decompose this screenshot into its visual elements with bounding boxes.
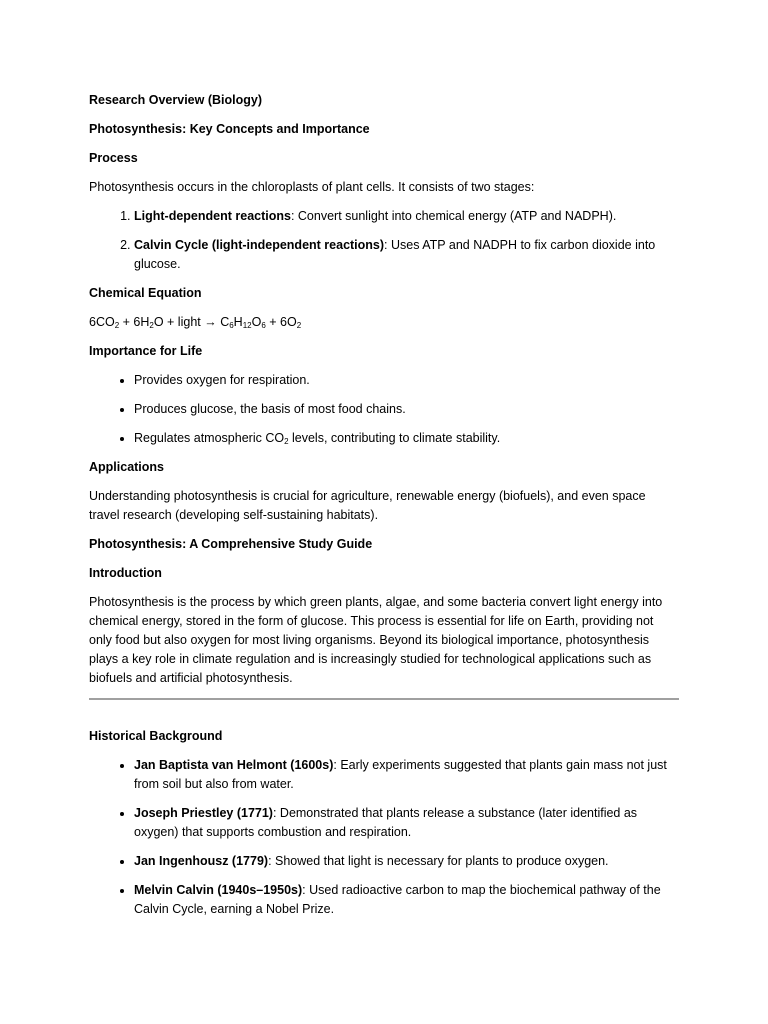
equation-heading: Chemical Equation: [89, 286, 202, 300]
study-guide-heading: Photosynthesis: A Comprehensive Study Guide: [89, 537, 373, 551]
history-item: [134, 881, 679, 919]
importance-item: • Regulates atmospheric $CO_2$ levels, contributing to climate stability.: [134, 429, 679, 448]
history-list: [89, 756, 679, 919]
introduction-heading: Introduction: [89, 566, 162, 580]
history-text: : Early experiments suggested that plants gain mass not just from soil but also from water.: [134, 758, 667, 791]
history-item: [134, 756, 679, 794]
process-stage-item: [134, 236, 679, 274]
importance-item: • Produces glucose, the basis of most food chains.: [134, 400, 679, 419]
importance-item: • Provides oxygen for respiration.: [134, 371, 679, 390]
process-intro: Photosynthesis occurs in the chloroplasts of plant cells. It consists of two stages:: [89, 180, 535, 194]
history-text: : Showed that light is necessary for plants to produce oxygen.: [268, 854, 609, 868]
document-title: Research Overview (Biology): [89, 93, 262, 107]
applications-text: Understanding photosynthesis is crucial for agriculture, renewable energy (biofuels), and even space travel research (developing self-sustaining habitats).: [89, 489, 646, 522]
process-stage-item: [134, 207, 679, 226]
history-term: Joseph Priestley (1771): [134, 806, 273, 820]
process-heading: Process: [89, 151, 138, 165]
document-subtitle: Photosynthesis: Key Concepts and Importance: [89, 122, 370, 136]
stage-text: : Convert sunlight into chemical energy (ATP and NADPH).: [290, 209, 617, 223]
introduction-text: Photosynthesis is the process by which green plants, algae, and some bacteria convert light energy into chemical energy, stored in the form of glucose. This process is essential for life on Earth, providing not only food but also oxygen for most living organisms. Beyond its biological importance, photosynthesis plays a key role in climate regulation and is increasingly studied for technological applications such as biofuels and artificial photosynthesis.: [89, 595, 663, 685]
history-term: Melvin Calvin (1940s–1950s): [134, 883, 303, 897]
history-term: Jan Baptista van Helmont (1600s): [134, 758, 334, 772]
history-text: : Used radioactive carbon to map the biochemical pathway of the Calvin Cycle, earning a Nobel Prize.: [134, 883, 661, 916]
stage-term: Calvin Cycle (light-independent reactions): [134, 238, 385, 252]
history-text: : Demonstrated that plants release a substance (later identified as oxygen) that supports combustion and respiration.: [134, 806, 638, 839]
process-stages-list: [89, 207, 679, 274]
stage-term: Light-dependent reactions: [134, 209, 291, 223]
importance-list: [89, 371, 679, 448]
history-heading: Historical Background: [89, 729, 223, 743]
stage-text: : Uses ATP and NADPH to fix carbon dioxide into glucose.: [134, 238, 656, 271]
applications-heading: Applications: [89, 460, 165, 474]
importance-heading: Importance for Life: [89, 344, 203, 358]
chemical-equation: $6CO_2 + 6H_2O$ + light → $C_6H_{12}O_6 + 6O_2$: [89, 315, 302, 330]
history-item: [134, 804, 679, 842]
history-term: Jan Ingenhousz (1779): [134, 854, 269, 868]
horizontal-divider: [89, 698, 679, 700]
history-item: [134, 852, 679, 871]
